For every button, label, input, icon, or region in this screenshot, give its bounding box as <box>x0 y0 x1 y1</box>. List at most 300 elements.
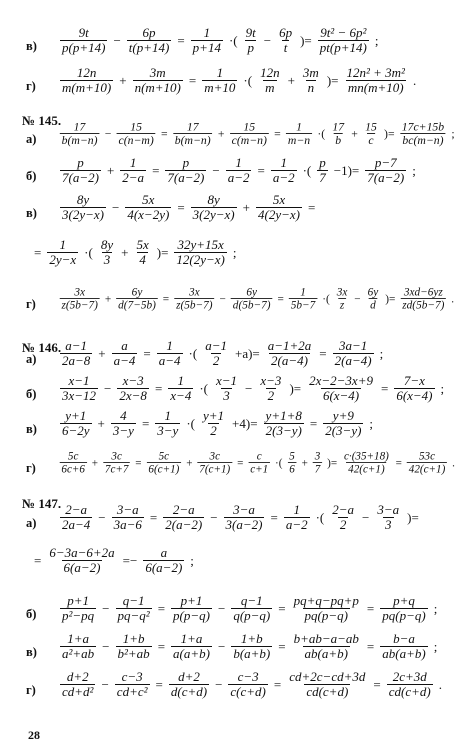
numerator: y+9 <box>332 408 354 423</box>
operator: = <box>237 455 244 469</box>
operator: − <box>210 509 218 525</box>
numerator: 3m <box>149 65 166 80</box>
fraction <box>224 503 265 532</box>
operator: ·( <box>186 415 195 431</box>
operator: = <box>141 415 150 431</box>
equation <box>58 120 458 146</box>
numerator: 1 <box>166 338 173 353</box>
numerator: b+ab−a−ab <box>293 631 359 646</box>
item-label: б) <box>26 169 37 183</box>
denominator: 2a−4 <box>62 517 91 532</box>
fraction <box>231 286 272 311</box>
item-label: в) <box>26 206 37 220</box>
numerator: 6−3a−6+2a <box>49 545 115 560</box>
fraction <box>60 594 96 623</box>
fraction <box>60 670 95 699</box>
operator: − <box>113 32 121 48</box>
numerator: 1 <box>296 119 302 134</box>
operator: = <box>188 72 197 88</box>
item-label: г) <box>26 683 36 697</box>
operator: ·( <box>243 72 253 88</box>
denominator: ab(a+b) <box>382 646 426 661</box>
denominator: 4 <box>139 252 146 267</box>
denominator: mn(m+10) <box>347 80 404 95</box>
denominator: 6(a−2) <box>63 560 101 575</box>
operator: = <box>274 126 281 140</box>
denominator: 2(3−y) <box>265 423 302 438</box>
operator: + <box>98 345 106 361</box>
equation <box>58 339 387 368</box>
numerator: 8y <box>100 237 114 252</box>
operator: + <box>287 72 295 88</box>
denominator: b(m−n) <box>61 133 98 147</box>
numerator: 1 <box>280 155 287 170</box>
operator: = <box>395 455 402 469</box>
numerator: 1 <box>164 408 172 423</box>
operator: = <box>278 638 286 654</box>
denominator: pq(p−q) <box>382 608 426 623</box>
operator: +a)= <box>234 345 260 361</box>
numerator: 3m <box>302 65 319 80</box>
numerator: pq+q−pq+p <box>293 593 359 608</box>
denominator: z <box>339 298 345 312</box>
operator: )= <box>327 455 338 469</box>
fraction <box>317 156 328 185</box>
equation <box>58 286 458 311</box>
operator: = <box>154 380 163 396</box>
numerator: c <box>256 449 262 463</box>
numerator: p+1 <box>67 593 89 608</box>
fraction <box>163 503 204 532</box>
fraction <box>401 286 447 311</box>
numerator: 3 <box>314 449 321 463</box>
operator: + <box>91 455 99 469</box>
denominator: 42(c+1) <box>348 462 385 475</box>
numerator: c−3 <box>237 669 259 684</box>
operator: ; <box>374 32 379 48</box>
fraction <box>60 66 113 95</box>
item-label: а) <box>26 516 37 530</box>
denominator: b <box>335 133 342 147</box>
numerator: 12n² + 3m² <box>346 65 405 80</box>
denominator: 6−2y <box>62 423 90 438</box>
page-number: 28 <box>28 728 40 742</box>
operator: . <box>412 72 417 88</box>
numerator: 2−a <box>65 502 88 517</box>
numerator: 17 <box>73 119 86 134</box>
operator: ·( <box>315 509 325 525</box>
numerator: 3x <box>74 285 86 299</box>
item-label: в) <box>26 39 37 53</box>
operator: + <box>242 199 250 215</box>
numerator: 5c <box>158 449 170 463</box>
fraction <box>174 286 214 311</box>
denominator: p²−pq <box>62 608 95 623</box>
denominator: a²+ab <box>62 646 95 661</box>
fraction <box>116 594 152 623</box>
numerator: cd+2c−cd+3d <box>289 669 366 684</box>
operator: = <box>319 345 327 361</box>
numerator: 5c <box>67 449 79 463</box>
denominator: 2 <box>267 388 275 403</box>
denominator: 7(c+1) <box>199 462 231 475</box>
equation <box>30 238 241 267</box>
numerator: 6y <box>246 285 257 299</box>
item-label: г) <box>26 297 36 311</box>
operator: = <box>373 676 381 692</box>
fraction <box>60 503 92 532</box>
operator: + <box>119 72 127 88</box>
fraction <box>318 26 369 55</box>
operator: . <box>451 291 455 305</box>
denominator: 4(2y−x) <box>257 207 300 222</box>
denominator: 7 <box>314 462 321 475</box>
denominator: 3(a−2) <box>225 517 263 532</box>
denominator: a−2 <box>285 517 308 532</box>
denominator: 3 <box>385 517 392 532</box>
numerator: p+q <box>393 593 415 608</box>
operator: + <box>351 126 358 140</box>
denominator: pq−q² <box>117 608 150 623</box>
denominator: a(a+b) <box>173 646 210 661</box>
operator: − <box>354 291 361 305</box>
operator: ·( <box>317 126 326 140</box>
numerator: y+1 <box>65 408 87 423</box>
operator: − <box>104 126 112 140</box>
fraction <box>120 156 146 185</box>
fraction <box>288 450 297 475</box>
denominator: d(c+d) <box>170 684 208 699</box>
operator: − <box>217 600 226 616</box>
numerator: b−a <box>393 631 415 646</box>
fraction <box>116 286 157 311</box>
numerator: 3x <box>336 285 348 299</box>
numerator: 8y <box>207 192 220 207</box>
denominator: p(p+14) <box>62 40 106 55</box>
fraction <box>277 26 294 55</box>
numerator: y+1+8 <box>265 408 302 423</box>
operator: = <box>307 199 316 215</box>
numerator: 3−a <box>116 502 139 517</box>
fraction <box>60 156 101 185</box>
fraction <box>301 66 321 95</box>
fraction <box>256 193 302 222</box>
fraction <box>143 546 184 575</box>
denominator: 6c+6 <box>61 462 85 475</box>
equation <box>58 193 319 222</box>
numerator: 1 <box>129 155 137 170</box>
denominator: 2y−x <box>49 252 77 267</box>
numerator: 12n <box>76 65 97 80</box>
numerator: 3−a <box>377 502 400 517</box>
fraction <box>231 632 272 661</box>
fraction <box>155 409 180 438</box>
denominator: zd(5b−7) <box>402 298 445 312</box>
item-label: б) <box>26 607 37 621</box>
denominator: p <box>247 40 254 55</box>
fraction <box>365 156 406 185</box>
denominator: a−4 <box>158 353 181 368</box>
operator: ·( <box>228 32 238 48</box>
denominator: 3(2y−x) <box>192 207 235 222</box>
fraction <box>231 594 272 623</box>
operator: + <box>217 126 225 140</box>
operator: +4)= <box>232 415 258 431</box>
operator: = <box>309 415 318 431</box>
operator: =− <box>122 552 138 568</box>
denominator: 3a−6 <box>113 517 142 532</box>
numerator: p−7 <box>374 155 397 170</box>
fraction <box>230 120 269 146</box>
fraction <box>60 409 92 438</box>
fraction <box>344 66 406 95</box>
fraction <box>60 450 87 475</box>
numerator: x−1 <box>68 373 90 388</box>
numerator: 1+b <box>122 631 145 646</box>
denominator: 7(a−2) <box>62 170 99 185</box>
numerator: x−3 <box>122 373 144 388</box>
fraction <box>60 120 99 146</box>
operator: + <box>104 291 112 305</box>
operator: ; <box>451 126 455 140</box>
operator: = <box>270 509 278 525</box>
numerator: p <box>182 155 190 170</box>
denominator: 3(2y−x) <box>62 207 104 222</box>
denominator: a−4 <box>113 353 136 368</box>
operator: ; <box>440 380 445 396</box>
operator: − <box>212 162 220 178</box>
fraction <box>201 409 226 438</box>
fraction <box>116 632 152 661</box>
operator: − <box>215 676 223 692</box>
equation <box>30 546 198 575</box>
fraction <box>258 66 282 95</box>
denominator: 7(a−2) <box>167 170 205 185</box>
operator: ; <box>232 244 237 260</box>
operator: + <box>301 455 308 469</box>
task-145-heading: № 145. <box>22 113 62 128</box>
denominator: 2−a <box>122 170 145 185</box>
fraction <box>407 450 447 475</box>
fraction <box>198 450 232 475</box>
operator: − <box>104 380 112 396</box>
denominator: cd+d² <box>62 684 94 699</box>
operator: = <box>160 126 168 140</box>
denominator: c(m−n) <box>231 133 267 147</box>
fraction <box>258 374 283 403</box>
numerator: 9t <box>245 25 256 40</box>
numerator: 9t² − 6p² <box>320 25 367 40</box>
fraction <box>111 409 136 438</box>
denominator: 3−y <box>157 423 179 438</box>
numerator: 5x <box>136 237 149 252</box>
numerator: c−3 <box>121 669 143 684</box>
numerator: 1+a <box>67 631 89 646</box>
operator: = <box>278 600 286 616</box>
fraction <box>244 26 258 55</box>
item-label: г) <box>26 79 36 93</box>
operator: − <box>102 638 110 654</box>
operator: )= <box>385 291 396 305</box>
fraction <box>226 156 252 185</box>
denominator: 3 <box>223 388 230 403</box>
operator: )= <box>300 32 312 48</box>
fraction <box>307 374 375 403</box>
numerator: 5 <box>289 449 295 463</box>
operator: )= <box>326 72 339 88</box>
denominator: c(c+d) <box>230 684 266 699</box>
operator: − <box>111 199 120 215</box>
fraction <box>266 339 314 368</box>
fraction <box>203 339 229 368</box>
denominator: 2(3−y) <box>325 423 362 438</box>
numerator: a <box>160 545 168 560</box>
denominator: x−4 <box>170 388 192 403</box>
numerator: 1+b <box>240 631 263 646</box>
fraction <box>387 670 433 699</box>
numerator: a <box>121 338 128 353</box>
equation <box>58 594 441 623</box>
item-label: в) <box>26 645 37 659</box>
fraction <box>115 670 150 699</box>
denominator: 2(a−4) <box>334 353 372 368</box>
equation <box>58 156 420 185</box>
fraction <box>363 120 378 146</box>
operator: = <box>366 638 375 654</box>
numerator: 6y <box>367 285 379 299</box>
operator: = <box>34 244 42 260</box>
fraction <box>125 193 171 222</box>
numerator: a−1 <box>205 338 227 353</box>
item-label: а) <box>26 352 37 366</box>
numerator: 1 <box>59 237 66 252</box>
operator: = <box>155 676 163 692</box>
numerator: 15 <box>365 119 377 134</box>
numerator: 6p <box>142 25 156 40</box>
fraction <box>214 374 239 403</box>
fraction <box>248 450 269 475</box>
denominator: cd+c² <box>116 684 148 699</box>
equation <box>58 670 446 699</box>
operator: )= <box>384 126 395 140</box>
fraction <box>133 66 183 95</box>
numerator: 2−a <box>172 502 195 517</box>
numerator: 3xd−6yz <box>403 285 443 299</box>
numerator: 4 <box>120 408 127 423</box>
denominator: 7 <box>319 170 326 185</box>
fraction <box>333 339 374 368</box>
operator: ; <box>190 552 194 568</box>
operator: = <box>273 676 282 692</box>
denominator: c <box>368 133 374 147</box>
fraction <box>202 66 237 95</box>
fraction <box>271 156 297 185</box>
denominator: 6(x−4) <box>322 388 360 403</box>
fraction <box>173 120 212 146</box>
numerator: 17 <box>332 119 345 134</box>
fraction <box>284 503 310 532</box>
numerator: 12n <box>260 65 280 80</box>
fraction <box>147 450 181 475</box>
numerator: x−3 <box>260 373 282 388</box>
fraction <box>117 120 156 146</box>
denominator: a−2 <box>272 170 295 185</box>
item-label: в) <box>26 422 37 436</box>
fraction <box>313 450 322 475</box>
denominator: 7c+7 <box>104 462 129 475</box>
denominator: 5b−7 <box>290 298 316 312</box>
operator: + <box>121 244 129 260</box>
fraction <box>60 339 92 368</box>
operator: −1)= <box>333 162 360 178</box>
equation <box>58 503 423 532</box>
denominator: cd(c+d) <box>306 684 349 699</box>
fraction <box>171 594 212 623</box>
fraction <box>103 450 130 475</box>
denominator: 2(a−2) <box>165 517 203 532</box>
operator: = <box>380 380 389 396</box>
numerator: d+2 <box>178 669 200 684</box>
operator: ; <box>369 415 374 431</box>
operator: − <box>98 509 106 525</box>
operator: )= <box>156 244 169 260</box>
denominator: bc(m−n) <box>402 133 444 147</box>
denominator: b(m−n) <box>174 133 211 147</box>
denominator: 2 <box>210 423 217 438</box>
denominator: 6(x−4) <box>396 388 433 403</box>
operator: ·( <box>275 455 283 469</box>
denominator: pq(p−q) <box>304 608 348 623</box>
denominator: 2x−8 <box>119 388 147 403</box>
numerator: 2c+3d <box>392 669 427 684</box>
task-146-heading: № 146. <box>22 340 62 355</box>
fraction <box>380 632 427 661</box>
operator: )= <box>289 380 302 396</box>
operator: ; <box>433 638 438 654</box>
equation <box>58 374 448 403</box>
operator: − <box>245 380 253 396</box>
numerator: 5x <box>142 192 155 207</box>
operator: ·( <box>84 244 93 260</box>
fraction <box>60 193 106 222</box>
numerator: 1 <box>177 373 185 388</box>
denominator: 6(c+1) <box>148 462 180 475</box>
numerator: 53c <box>418 449 436 463</box>
operator: − <box>101 676 109 692</box>
numerator: y+1 <box>203 408 225 423</box>
denominator: 3 <box>103 252 111 267</box>
fraction <box>335 286 349 311</box>
fraction <box>60 26 107 55</box>
fraction <box>323 409 363 438</box>
operator: = <box>143 345 151 361</box>
fraction <box>331 120 346 146</box>
operator: ; <box>433 600 438 616</box>
operator: = <box>34 552 42 568</box>
numerator: 17c+15b <box>401 119 445 134</box>
operator: ·( <box>322 291 330 305</box>
operator: ; <box>412 162 416 178</box>
denominator: ab(a+b) <box>304 646 348 661</box>
numerator: 32y+15x <box>177 237 224 252</box>
denominator: m−n <box>287 133 311 147</box>
fraction <box>99 238 115 267</box>
denominator: 2a−8 <box>62 353 91 368</box>
operator: − <box>219 291 226 305</box>
fraction <box>191 193 237 222</box>
fraction <box>289 286 317 311</box>
denominator: 2(a−4) <box>271 353 308 368</box>
